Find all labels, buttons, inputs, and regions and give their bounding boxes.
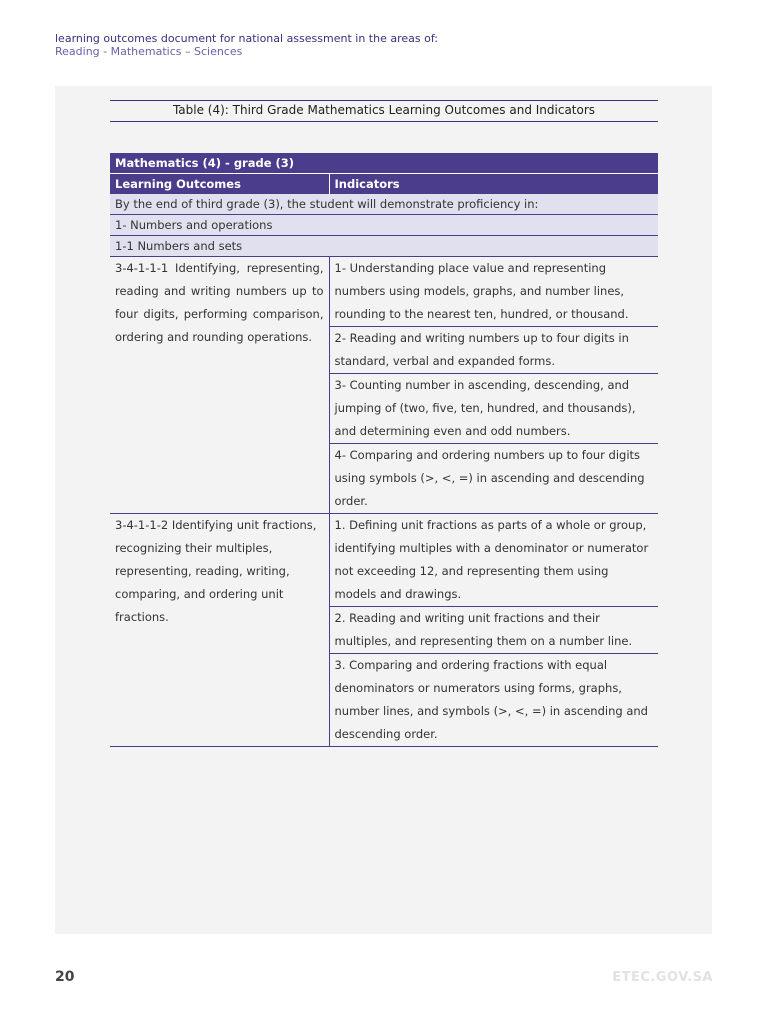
indicator: 3- Counting number in ascending, descending, and jumping of (two, five, ten, hundred, and thousands), and determining even and odd numbers. (329, 374, 658, 444)
header-line-1: learning outcomes document for national assessment in the areas of: (55, 32, 439, 45)
domain-label: 1- Numbers and operations (110, 215, 658, 236)
intro-text: By the end of third grade (3), the student will demonstrate proficiency in: (110, 194, 658, 215)
header-line-2: Reading - Mathematics – Sciences (55, 45, 243, 58)
site-link[interactable]: ETEC.GOV.SA (612, 970, 713, 985)
subdomain-label: 1-1 Numbers and sets (110, 236, 658, 257)
indicator: 3. Comparing and ordering fractions with equal denominators or numerators using forms, graphs, number lines, and symbols (>, <, =) in ascending and descending order. (329, 654, 658, 747)
domain-row (110, 215, 658, 236)
indicator: 2. Reading and writing unit fractions and their multiples, and representing them on a number line. (329, 607, 658, 654)
learning-outcome: 3-4-1-1-2 Identifying unit fractions, recognizing their multiples, representing, reading, writing, comparing, and ordering unit fractions. (110, 514, 329, 747)
document-header (55, 32, 438, 58)
column-header-indicators: Indicators (329, 174, 658, 195)
table-row (110, 257, 658, 327)
learning-outcome: 3-4-1-1-1 Identifying, representing, reading and writing numbers up to four digits, performing comparison, ordering and rounding operations. (110, 257, 329, 514)
table-header-row (110, 174, 658, 195)
table-row (110, 514, 658, 607)
indicator: 1- Understanding place value and representing numbers using models, graphs, and number lines, rounding to the nearest ten, hundred, or thousand. (329, 257, 658, 327)
table-caption: Table (4): Third Grade Mathematics Learning Outcomes and Indicators (110, 100, 658, 122)
intro-row (110, 194, 658, 215)
subdomain-row (110, 236, 658, 257)
page-number: 20 (55, 969, 75, 985)
outcomes-table (110, 153, 658, 747)
indicator: 2- Reading and writing numbers up to four digits in standard, verbal and expanded forms. (329, 327, 658, 374)
indicator: 4- Comparing and ordering numbers up to four digits using symbols (>, <, =) in ascending and descending order. (329, 444, 658, 514)
table-title: Mathematics (4) - grade (3) (110, 153, 658, 174)
column-header-outcomes: Learning Outcomes (110, 174, 329, 195)
table-title-row (110, 153, 658, 174)
indicator: 1. Defining unit fractions as parts of a whole or group, identifying multiples with a denominator or numerator not exceeding 12, and representing them using models and drawings. (329, 514, 658, 607)
